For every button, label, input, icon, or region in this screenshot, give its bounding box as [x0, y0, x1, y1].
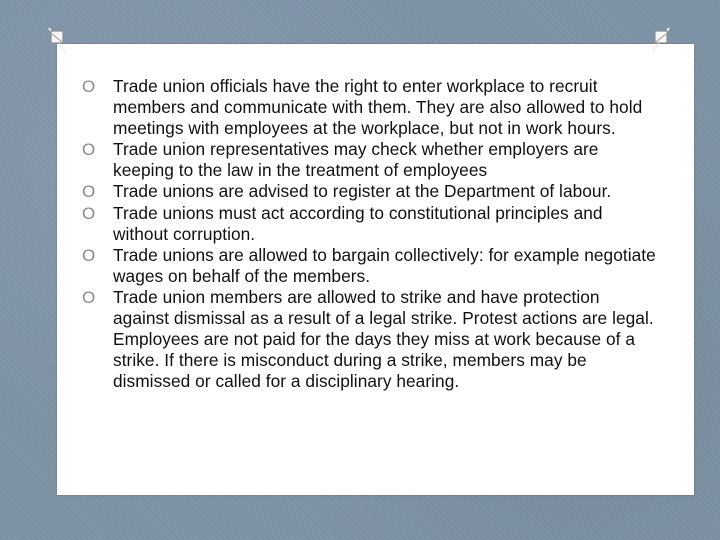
bullet-marker: O: [82, 182, 96, 202]
bullet-text: Trade unions must act according to constitutional principles and without corruption.: [113, 202, 603, 244]
bullet-marker: O: [82, 203, 96, 223]
bullet-text: Trade union representatives may check whether employers are keeping to the law in the treatment of employees: [113, 139, 599, 181]
bullet-list: [82, 76, 657, 392]
bullet-item: [82, 181, 657, 202]
pin-icon: [46, 26, 68, 54]
bullet-item: [82, 203, 657, 245]
bullet-marker: O: [82, 77, 96, 96]
bullet-marker: O: [82, 245, 96, 265]
bullet-marker: O: [82, 287, 96, 307]
bullet-text: Trade unions are advised to register at the Department of labour.: [113, 181, 612, 202]
bullet-item: [82, 287, 657, 392]
bullet-marker: O: [82, 140, 96, 160]
bullet-item: [82, 139, 657, 181]
bullet-item: [82, 76, 657, 139]
pin-icon: [650, 26, 672, 54]
bullet-text: Trade union officials have the right to enter workplace to recruit members and communicate with them. They are also allowed to hold meetings with employees at the workplace, but not in work hours.: [113, 76, 643, 139]
bullet-text: Trade unions are allowed to bargain collectively: for example negotiate wages on behalf of the members.: [113, 244, 656, 286]
bullet-item: [82, 245, 657, 287]
bullet-text: Trade union members are allowed to strike and have protection against dismissal as a result of a legal strike. Protest actions are legal. Employees are not paid for the days they miss at work because of a strike. If there is misconduct during a strike, members may be dismissed or called for a disciplinary hearing.: [113, 286, 654, 392]
